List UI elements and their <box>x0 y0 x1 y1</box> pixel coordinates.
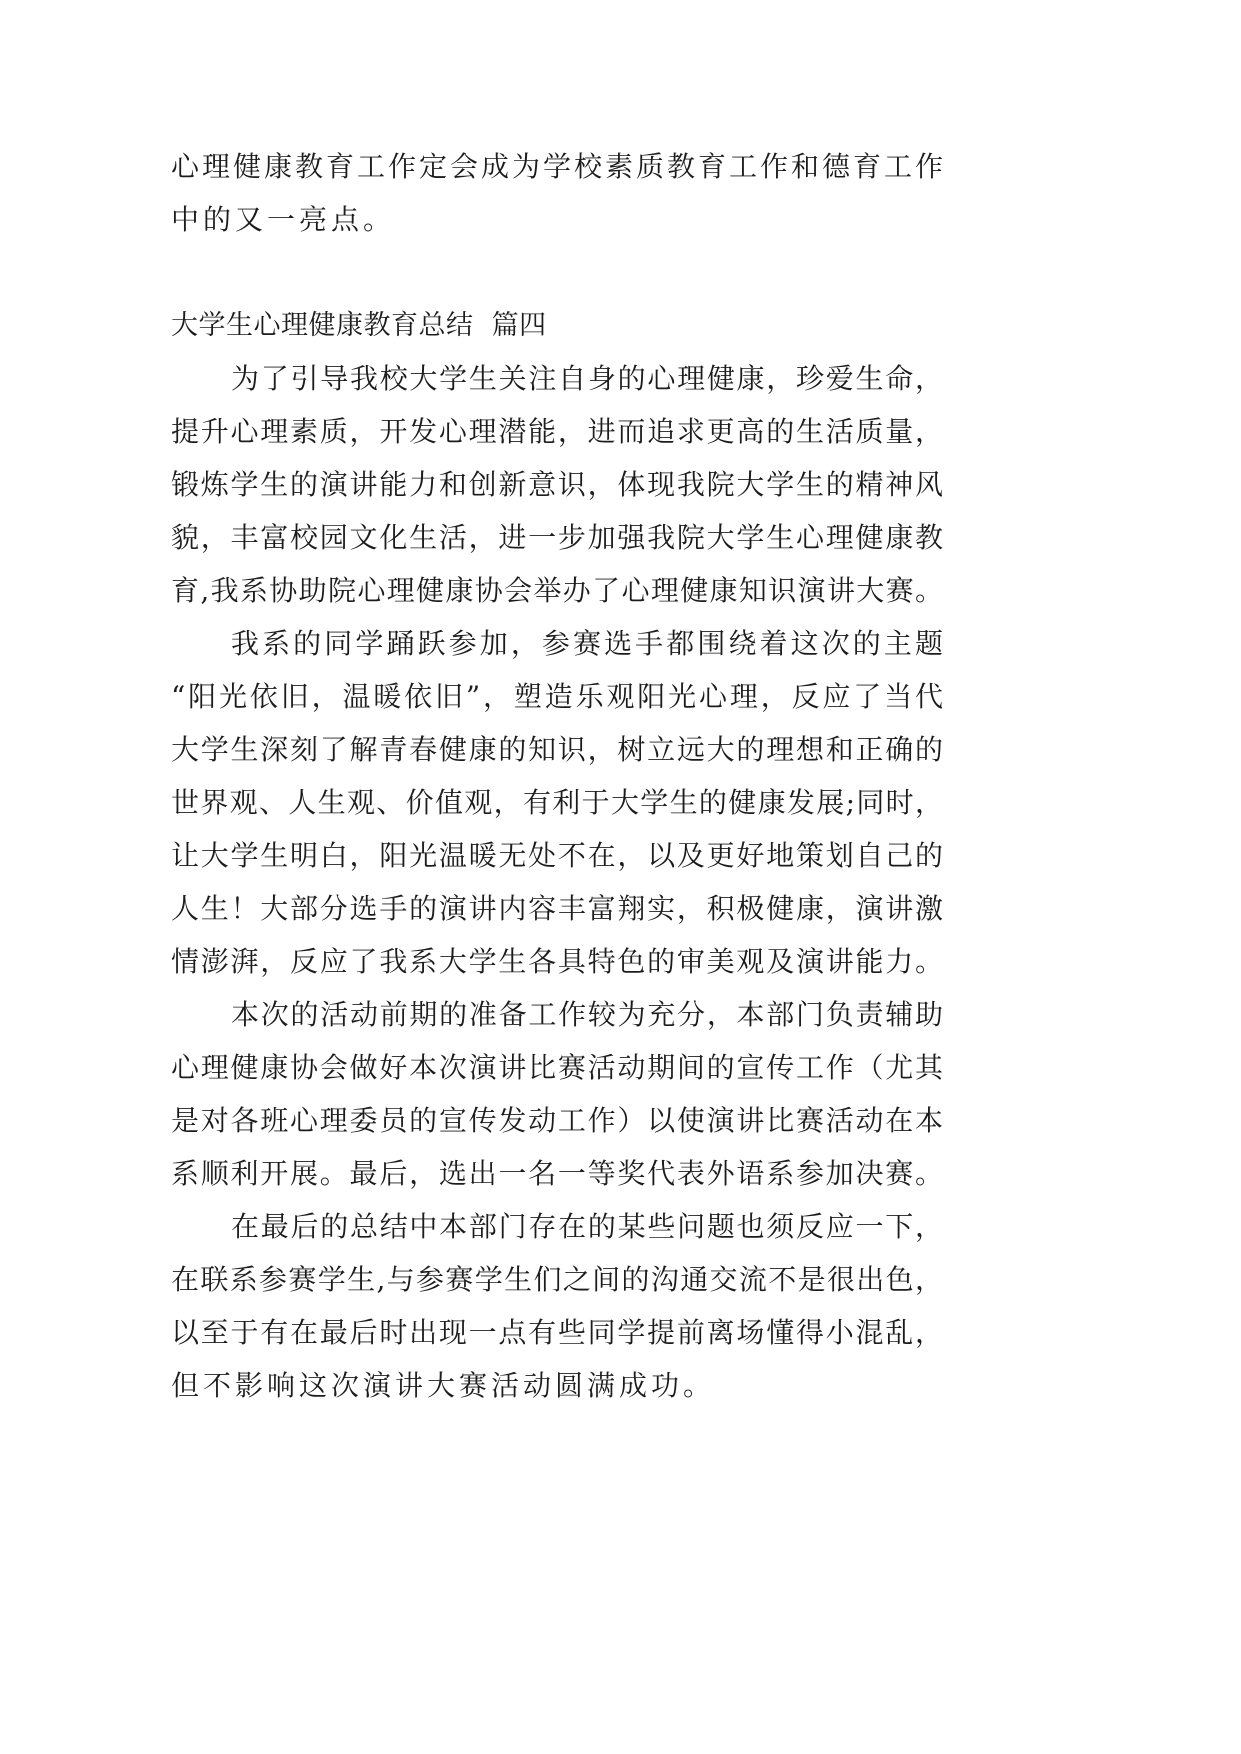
paragraph <box>171 352 943 617</box>
text-line: 提升心理素质，开发心理潜能，进而追求更高的生活质量， <box>171 415 943 448</box>
text-line: 人生！大部分选手的演讲内容丰富翔实，积极健康，演讲激 <box>171 892 943 925</box>
intro-paragraph <box>171 140 943 246</box>
text-line: 世界观、人生观、价值观，有利于大学生的健康发展;同时， <box>171 786 943 819</box>
text-line: 在最后的总结中本部门存在的某些问题也须反应一下， <box>231 1210 943 1243</box>
text-line: “阳光依旧，温暖依旧”，塑造乐观阳光心理，反应了当代 <box>171 680 943 713</box>
text-line: 育,我系协助院心理健康协会举办了心理健康知识演讲大赛。 <box>171 574 943 607</box>
document-body <box>171 140 943 1412</box>
text-line: 中的又一亮点。 <box>171 203 396 236</box>
text-line: 我系的同学踊跃参加，参赛选手都围绕着这次的主题 <box>231 627 943 660</box>
text-line: 本次的活动前期的准备工作较为充分，本部门负责辅助 <box>231 998 943 1031</box>
text-line: 在联系参赛学生,与参赛学生们之间的沟通交流不是很出色， <box>171 1263 943 1296</box>
blank-line <box>171 246 943 299</box>
text-line: 心理健康教育工作定会成为学校素质教育工作和德育工作 <box>171 150 943 183</box>
paragraph <box>171 617 943 988</box>
paragraph <box>171 988 943 1200</box>
text-line: 貌，丰富校园文化生活，进一步加强我院大学生心理健康教 <box>171 521 943 554</box>
text-line: 让大学生明白，阳光温暖无处不在，以及更好地策划自己的 <box>171 839 943 872</box>
text-line: 锻炼学生的演讲能力和创新意识，体现我院大学生的精神风 <box>171 468 943 501</box>
section-heading: 大学生心理健康教育总结 篇四 <box>171 310 547 341</box>
text-line: 大学生深刻了解青春健康的知识，树立远大的理想和正确的 <box>171 733 943 766</box>
text-line: 是对各班心理委员的宣传发动工作）以使演讲比赛活动在本 <box>171 1104 943 1137</box>
text-line: 心理健康协会做好本次演讲比赛活动期间的宣传工作（尤其 <box>171 1051 943 1084</box>
text-line: 为了引导我校大学生关注自身的心理健康，珍爱生命， <box>231 362 943 395</box>
text-line: 但不影响这次演讲大赛活动圆满成功。 <box>171 1369 716 1402</box>
text-line: 系顺利开展。最后，选出一名一等奖代表外语系参加决赛。 <box>171 1157 943 1190</box>
text-line: 以至于有在最后时出现一点有些同学提前离场懂得小混乱， <box>171 1316 943 1349</box>
paragraph <box>171 1200 943 1412</box>
text-line: 情澎湃，反应了我系大学生各具特色的审美观及演讲能力。 <box>171 945 943 978</box>
